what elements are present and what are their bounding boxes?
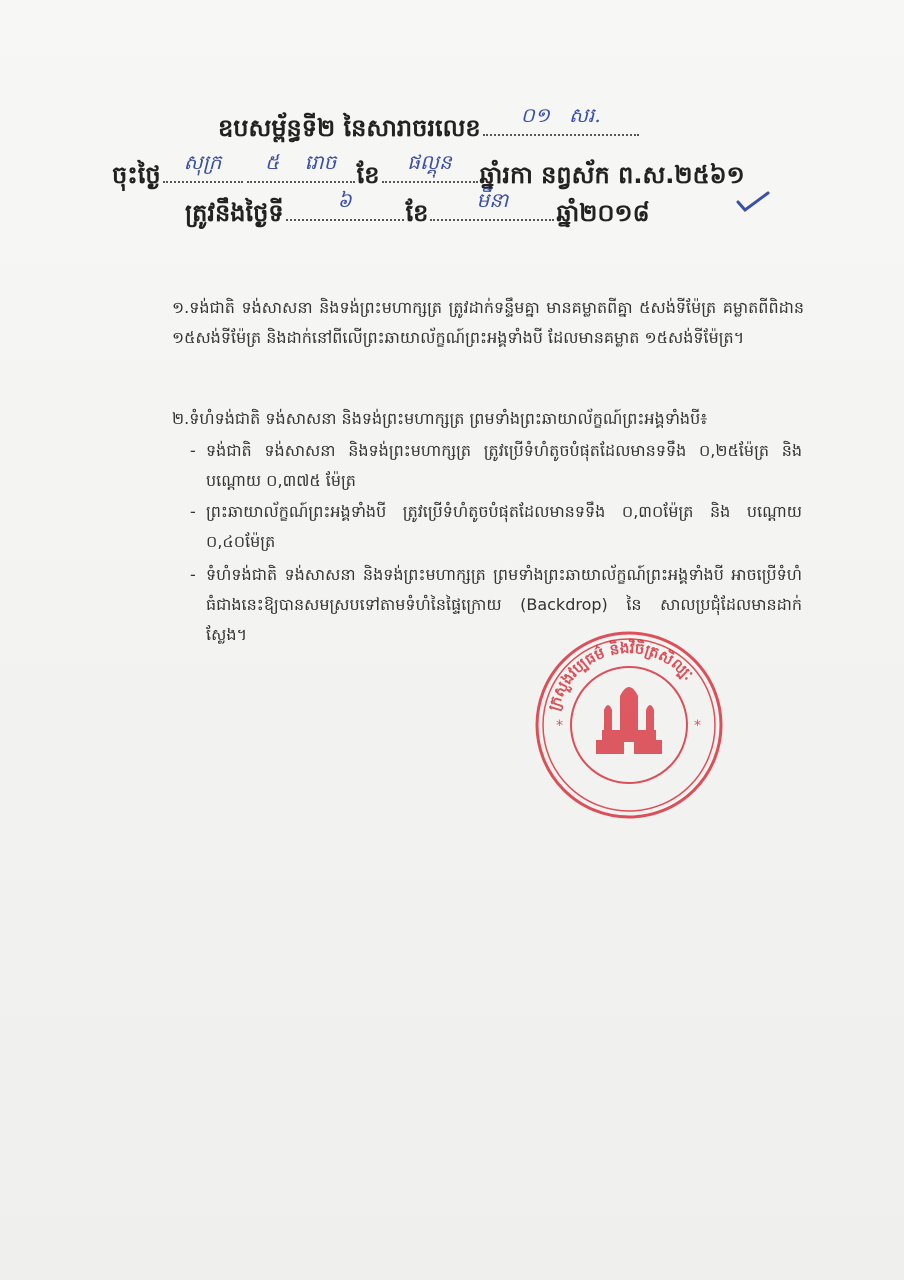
list-item-text: ព្រះឆាយាល័ក្ខណ៍ព្រះអង្គទាំងបី ត្រូវប្រើទំហំតូចបំផុតដែលមានទទឹង ០,៣០ម៉ែត្រ និង បណ្ដោយ ០,៤០ម៉ែត្រ <box>206 502 802 551</box>
header-line-3 <box>185 188 650 233</box>
bullet-dash: - <box>190 441 196 460</box>
corresponding-date-label: ត្រូវនឹងថ្ងៃទី <box>185 199 284 227</box>
svg-text:*: * <box>694 718 701 734</box>
svg-text:ក្រសួងវប្បធម៌ និងវិចិត្រសិល្បៈ: ក្រសួងវប្បធម៌ និងវិចិត្រសិល្បៈ <box>544 638 697 713</box>
solar-month-value: មីនា <box>476 188 509 212</box>
circular-number-field <box>483 103 639 136</box>
solar-year-text: ឆ្នាំ២០១៨ <box>556 199 650 227</box>
official-seal-icon <box>534 630 724 820</box>
paragraph-1: ១.ទង់ជាតិ ទង់សាសនា និងទង់ព្រះមហាក្សត្រ ត្រូវដាក់ទន្ទឹមគ្នា មានគម្លាតពីគ្នា ៥សង់ទីម៉ែត្រ គម្លាតពីពិដាន ១៥សង់ទីម៉ែត្រ និងដាក់នៅពីលើព្រះឆាយាល័ក្ខណ៍ព្រះអង្គទាំងបី ដែលមានគម្លាត ១៥សង់ទីម៉ែត្រ។ <box>172 298 804 347</box>
checkmark-icon <box>736 190 770 214</box>
paragraph-2-heading: ២.ទំហំទង់ជាតិ ទង់សាសនា និងទង់ព្រះមហាក្សត្រ ព្រមទាំងព្រះឆាយាល័ក្ខណ៍ព្រះអង្គទាំងបី៖ <box>172 409 708 428</box>
month-label: ខែ <box>356 161 380 189</box>
weekday-field <box>163 150 243 183</box>
bullet-dash: - <box>190 502 196 521</box>
weekday-value: សុក្រ <box>183 150 222 174</box>
lunar-day-field <box>247 150 355 183</box>
list-item <box>190 497 802 557</box>
solar-day-field <box>286 188 404 221</box>
solar-month-field <box>430 188 554 221</box>
lunar-day-value: ៥ រោច <box>264 150 337 174</box>
header-line-2 <box>112 150 745 195</box>
svg-text:*: * <box>556 718 563 734</box>
solar-day-value: ៦ <box>337 188 352 212</box>
list-item <box>190 436 802 496</box>
solar-month-label: ខែ <box>405 199 429 227</box>
lunar-month-value: ផល្គុន <box>407 150 452 174</box>
annex-label: ឧបសម្ព័ន្ធទី២ នៃសារាចរលេខ <box>218 114 481 142</box>
header-line-1 <box>218 103 641 148</box>
list-item-text: ទំហំទង់ជាតិ ទង់សាសនា និងទង់ព្រះមហាក្សត្រ ព្រមទាំងព្រះឆាយាល័ក្ខណ៍ព្រះអង្គទាំងបី អាចប្រើទំហំធំជាងនេះឱ្យបានសមស្របទៅតាមទំហំនៃផ្ទៃក្រោយ (Backdrop) នៃ សាលប្រជុំដែលមានដាក់ស្លែង។ <box>206 565 802 644</box>
lunar-month-field <box>382 150 478 183</box>
circular-number: ០១ សរ. <box>520 103 601 127</box>
lunar-year-text: ឆ្នាំរកា នព្វស័ក ព.ស.២៥៦១ <box>479 161 745 189</box>
bullet-dash: - <box>190 565 196 584</box>
list-item-text: ទង់ជាតិ ទង់សាសនា និងទង់ព្រះមហាក្សត្រ ត្រូវប្រើទំហំតូចបំផុតដែលមានទទឹង ០,២៥ម៉ែត្រ និងបណ្ដោយ ០,៣៧៥ ម៉ែត្រ <box>206 441 802 490</box>
date-day-label: ចុះថ្ងៃ <box>112 161 161 189</box>
